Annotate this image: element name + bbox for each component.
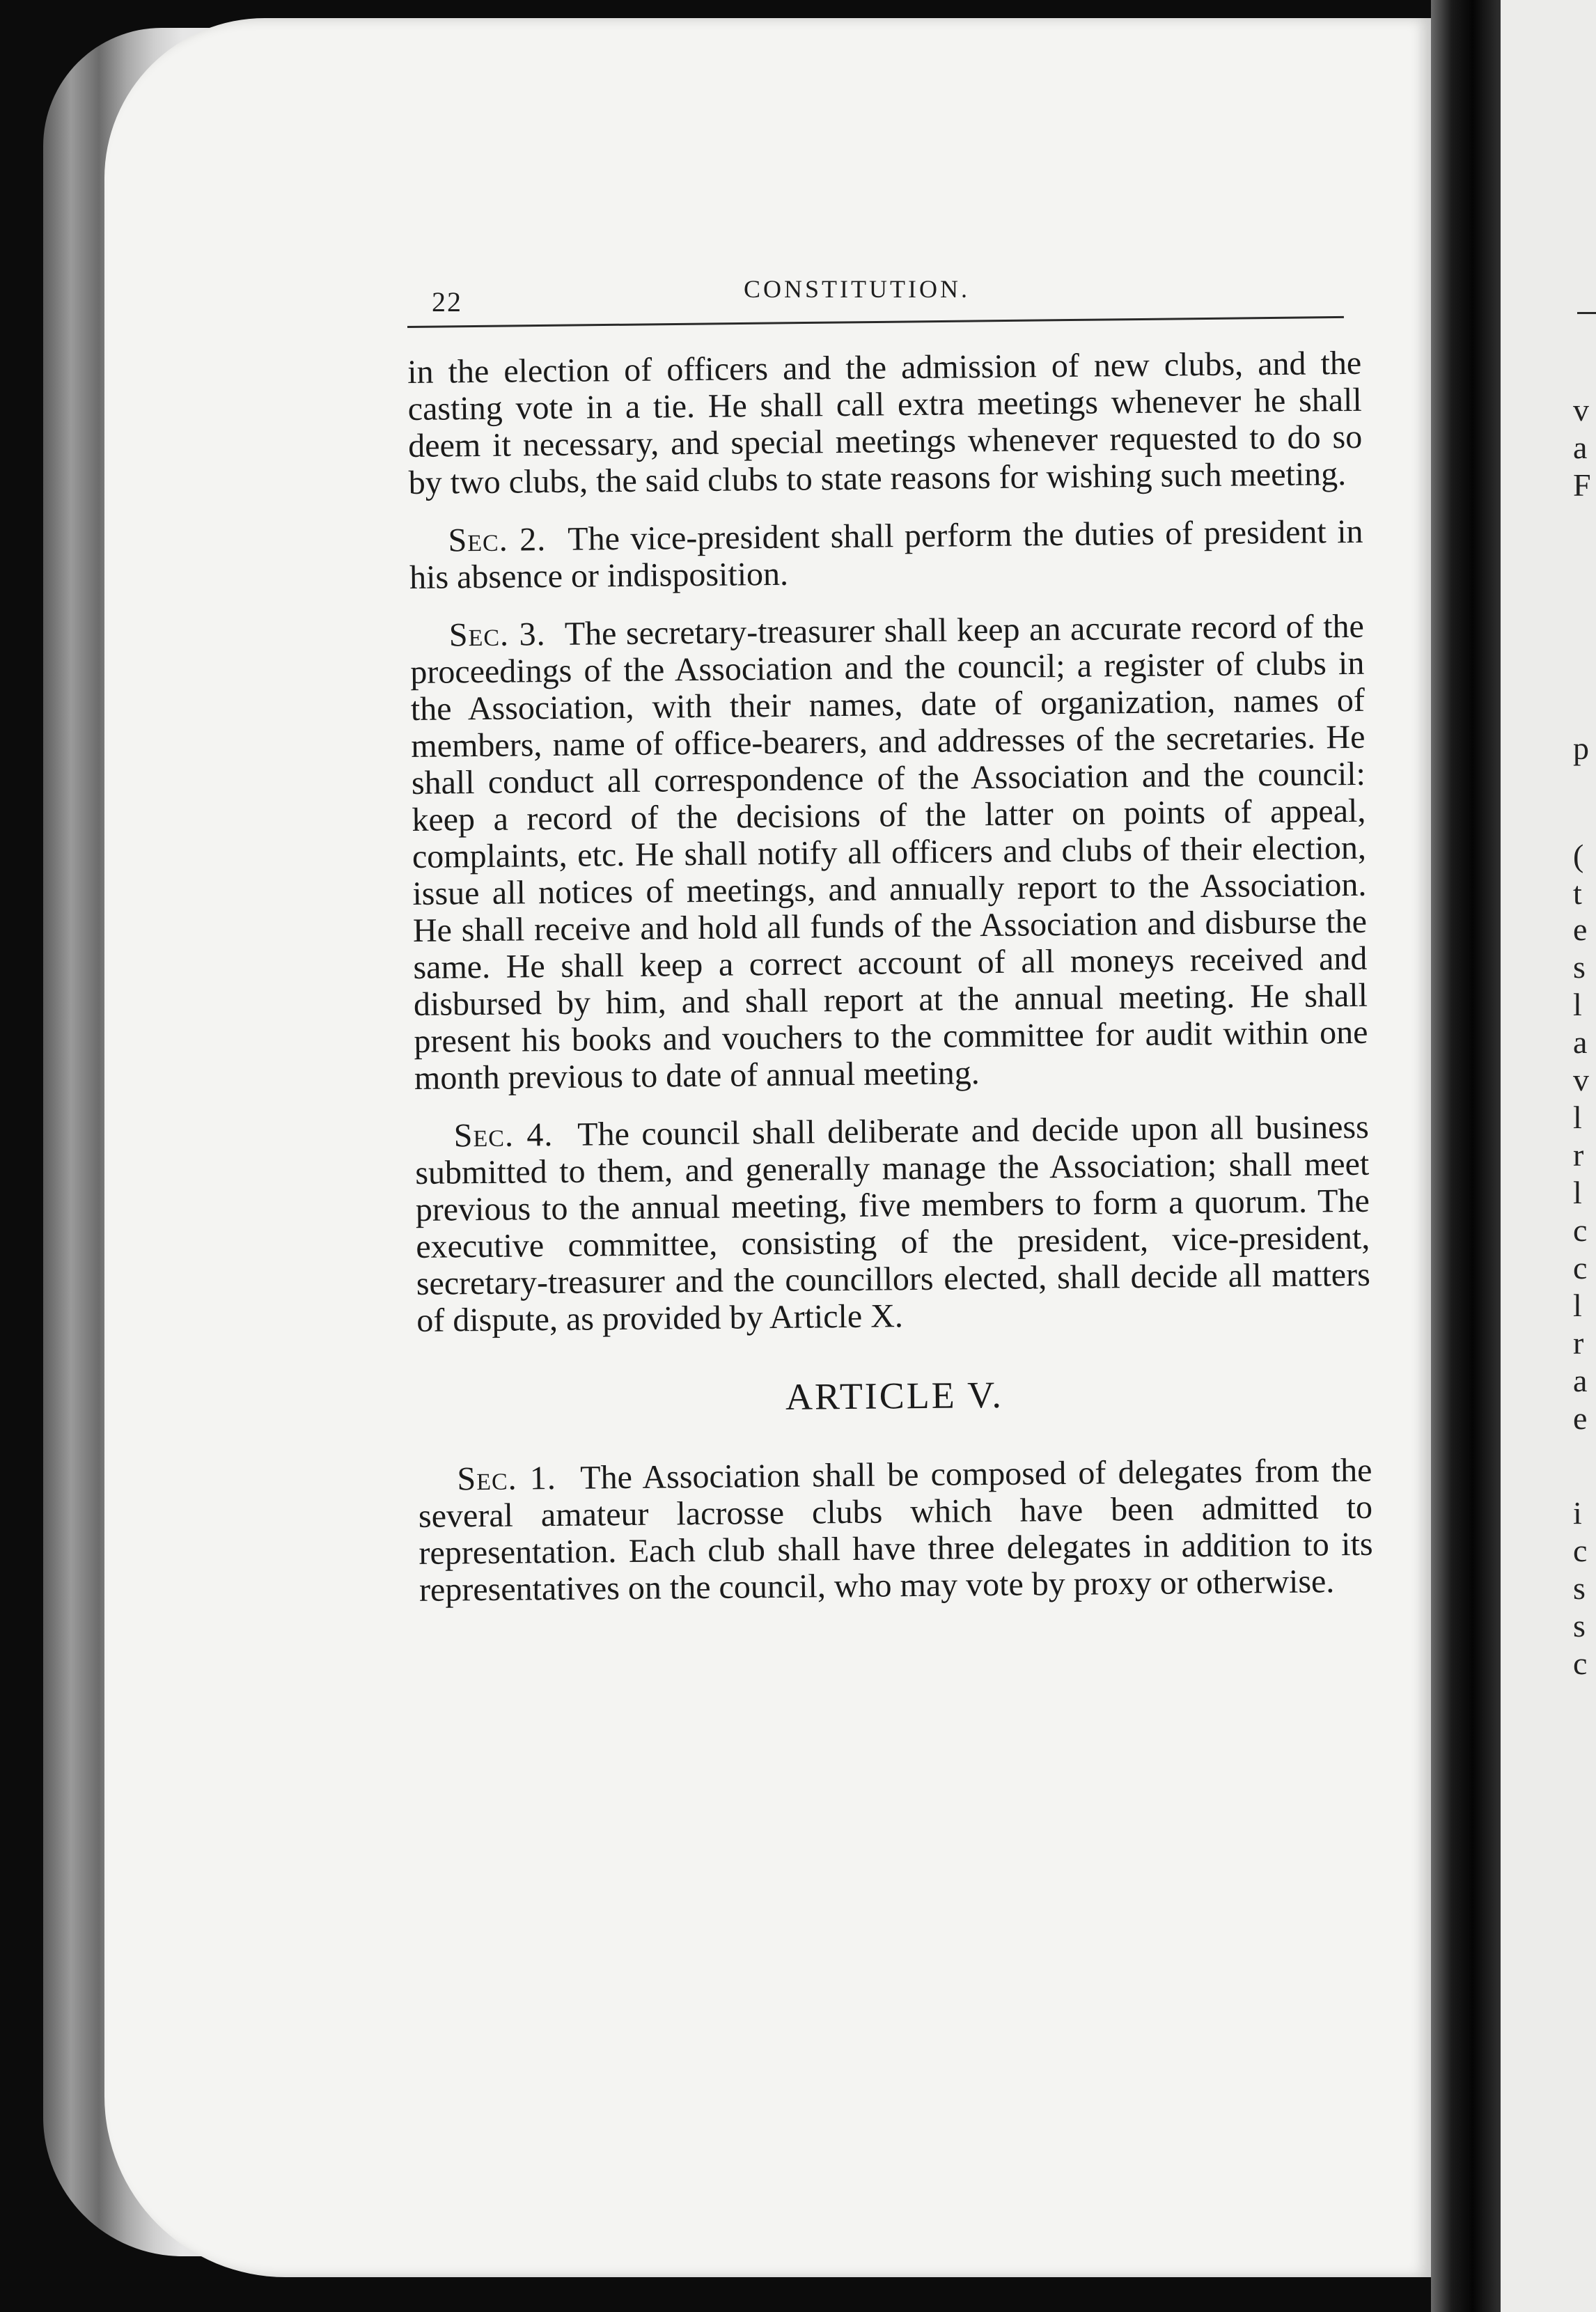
section-2 [409,513,1363,596]
paragraph-continuation [407,345,1363,501]
facing-page-letter: c [1573,1646,1588,1681]
facing-page-letter: c [1573,1533,1588,1568]
facing-page-letter: r [1573,1137,1584,1173]
facing-page-letter: l [1573,1175,1582,1210]
section-text: The vice-president shall perform the duties of president in his absence or indisposition. [409,513,1363,596]
article-v-section-1 [418,1452,1373,1609]
facing-page [1501,0,1596,2312]
paragraph-text: in the election of officers and the admission of new clubs, and the casting vote in a tie. He shall call extra meetings whenever he shall deem it necessary, and special meetings whenever requested to do so by two clubs, the said clubs to state reasons for wishing such meeting. [407,344,1363,501]
section-label: Sec. 4. [453,1116,554,1155]
facing-page-letter: s [1573,949,1586,985]
facing-page-letter: a [1573,1024,1588,1060]
section-4 [415,1109,1371,1339]
facing-page-letter: F [1573,467,1591,503]
facing-page-letter: i [1573,1495,1582,1531]
facing-head-rule [1577,312,1596,314]
facing-page-letter: p [1573,731,1589,766]
section-label: Sec. 2. [448,521,547,559]
facing-page-letter: r [1573,1325,1584,1361]
facing-page-letter: v [1573,1062,1589,1098]
running-title: CONSTITUTION. [744,275,970,303]
section-label: Sec. 3. [448,616,546,654]
facing-page-letter: ( [1573,838,1584,873]
running-head [432,274,1337,323]
page-number: 22 [432,286,462,318]
facing-page-letter: e [1573,1400,1588,1436]
facing-page-letter: l [1573,1288,1582,1323]
facing-page-letter: e [1573,912,1588,947]
section-3 [410,608,1369,1097]
section-text: The council shall deliberate and decide upon all business submitted to them, and generally manage the Association; shall meet previous to the annual meeting, five members to form a quorum. The executive committee, consisting of the president, vice-president, secretary-treasurer and the councillors elected, shall decide all matters of dispute, as provided by Article X. [415,1108,1371,1339]
body-text [407,345,1374,1630]
facing-page-letter: s [1573,1608,1586,1643]
article-heading: ARTICLE V. [785,1373,1004,1418]
book-gutter [1431,0,1501,2312]
facing-page-letter: a [1573,430,1588,465]
section-label: Sec. 1. [457,1460,557,1498]
facing-page-letter: c [1573,1212,1588,1248]
facing-page-letter: l [1573,987,1582,1022]
facing-page-letter: s [1573,1570,1586,1606]
section-text: The Association shall be composed of delegates from the several amateur lacrosse clubs which have been admitted to representation. Each club shall have three delegates in addition to its representatives on the council, who may vote by proxy or otherwise. [418,1451,1373,1609]
facing-page-letter: t [1573,875,1582,911]
facing-page-letter: l [1573,1100,1582,1135]
facing-page-letter: a [1573,1363,1588,1398]
section-text: The secretary-treasurer shall keep an accurate record of the proceedings of the Association and the council; a register of clubs in the Association, with their names, date of organization, names of members, name of office-bearers, and addresses of the secretaries. He shall conduct all correspondence of the Association and the council: keep a record of the decisions of the latter on points of appeal, complaints, etc. He shall notify all officers and clubs of their election, issue all notices of meetings, and annually report to the Association. He shall receive and hold all funds of the Association and disburse the same. He shall keep a correct account of all moneys received and disbursed by him, and shall report at the annual meeting. He shall present his books and vouchers to the committee for audit within one month previous to date of annual meeting. [410,607,1368,1097]
facing-page-letter: v [1573,392,1589,428]
facing-page-letter: c [1573,1250,1588,1286]
